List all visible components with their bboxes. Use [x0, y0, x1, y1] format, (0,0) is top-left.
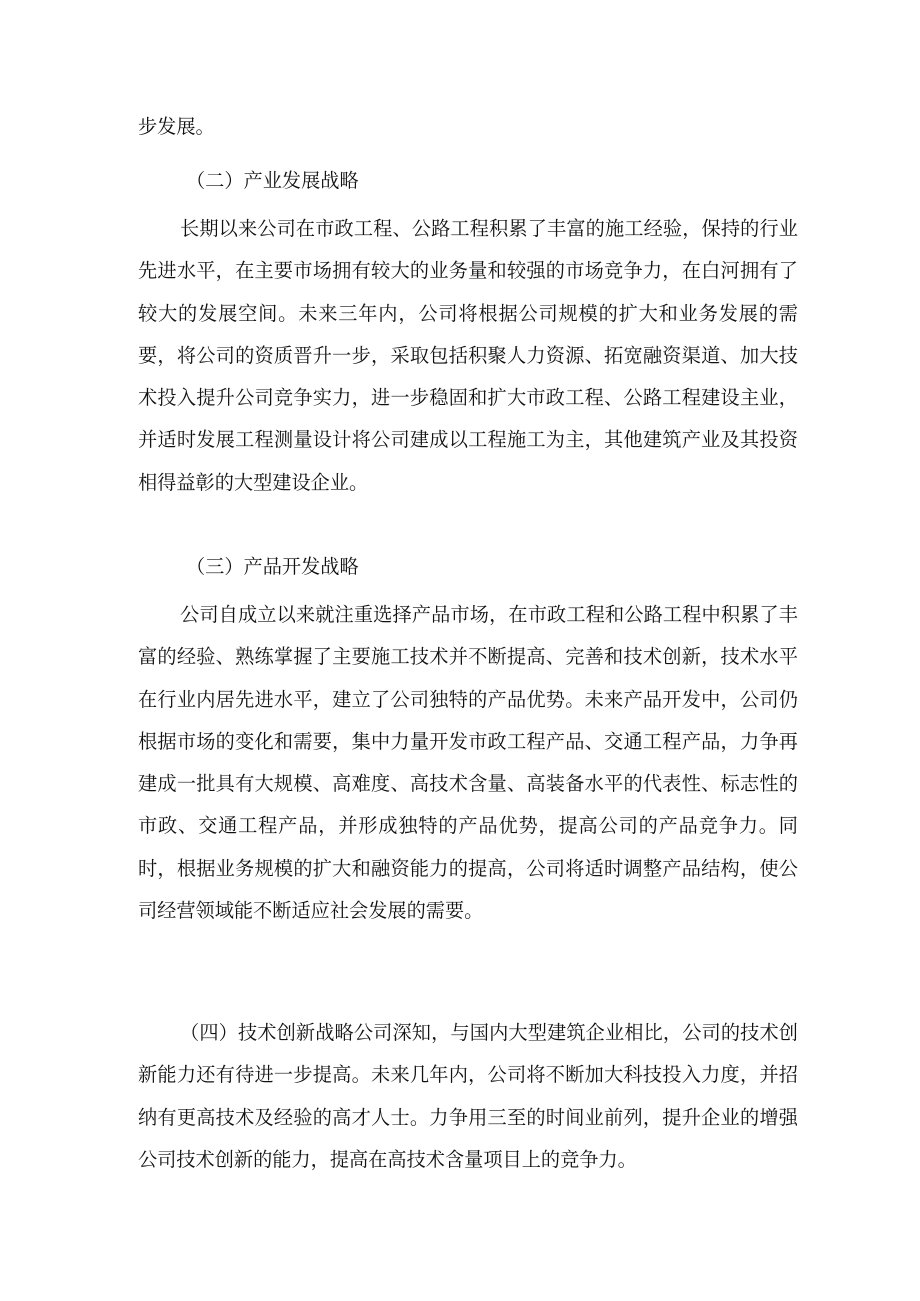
paragraph-tech-innovation-strategy: （四）技术创新战略公司深知，与国内大型建筑企业相比，公司的技术创新能力还有待进一步提高。未来几年内，公司将不断加大科技投入力度，并招纳有更高技术及经验的高才人士。力争用三至的时间业前列，提升企业的增强公司技术创新的能力，提高在高技术含量项目上的竞争力。 — [138, 1021, 798, 1171]
section-heading-industry-strategy: （二）产业发展战略 — [186, 169, 359, 192]
continuation-paragraph: 步发展。 — [138, 115, 215, 138]
section-heading-product-strategy: （三）产品开发战略 — [186, 555, 359, 578]
paragraph-industry-strategy: 长期以来公司在市政工程、公路工程积累了丰富的施工经验，保持的行业先进水平，在主要市场拥有较大的业务量和较强的市场竞争力，在白河拥有了较大的发展空间。未来三年内，公司将根据公司规模的扩大和业务发展的需要，将公司的资质晋升一步，采取包括积聚人力资源、拓宽融资渠道、加大技术投入提升公司竞争实力，进一步稳固和扩大市政工程、公路工程建设主业，并适时发展工程测量设计将公司建成以工程施工为主，其他建筑产业及其投资相得益彰的大型建设企业。 — [138, 217, 798, 494]
paragraph-product-strategy: 公司自成立以来就注重选择产品市场，在市政工程和公路工程中积累了丰富的经验、熟练掌握了主要施工技术并不断提高、完善和技术创新，技术水平在行业内居先进水平，建立了公司独特的产品优势。未来产品开发中，公司仍根据市场的变化和需要，集中力量开发市政工程产品、交通工程产品，力争再建成一批具有大规模、高难度、高技术含量、高装备水平的代表性、标志性的市政、交通工程产品，并形成独特的产品优势，提高公司的产品竞争力。同时，根据业务规模的扩大和融资能力的提高，公司将适时调整产品结构，使公司经营领域能不断适应社会发展的需要。 — [138, 603, 798, 923]
